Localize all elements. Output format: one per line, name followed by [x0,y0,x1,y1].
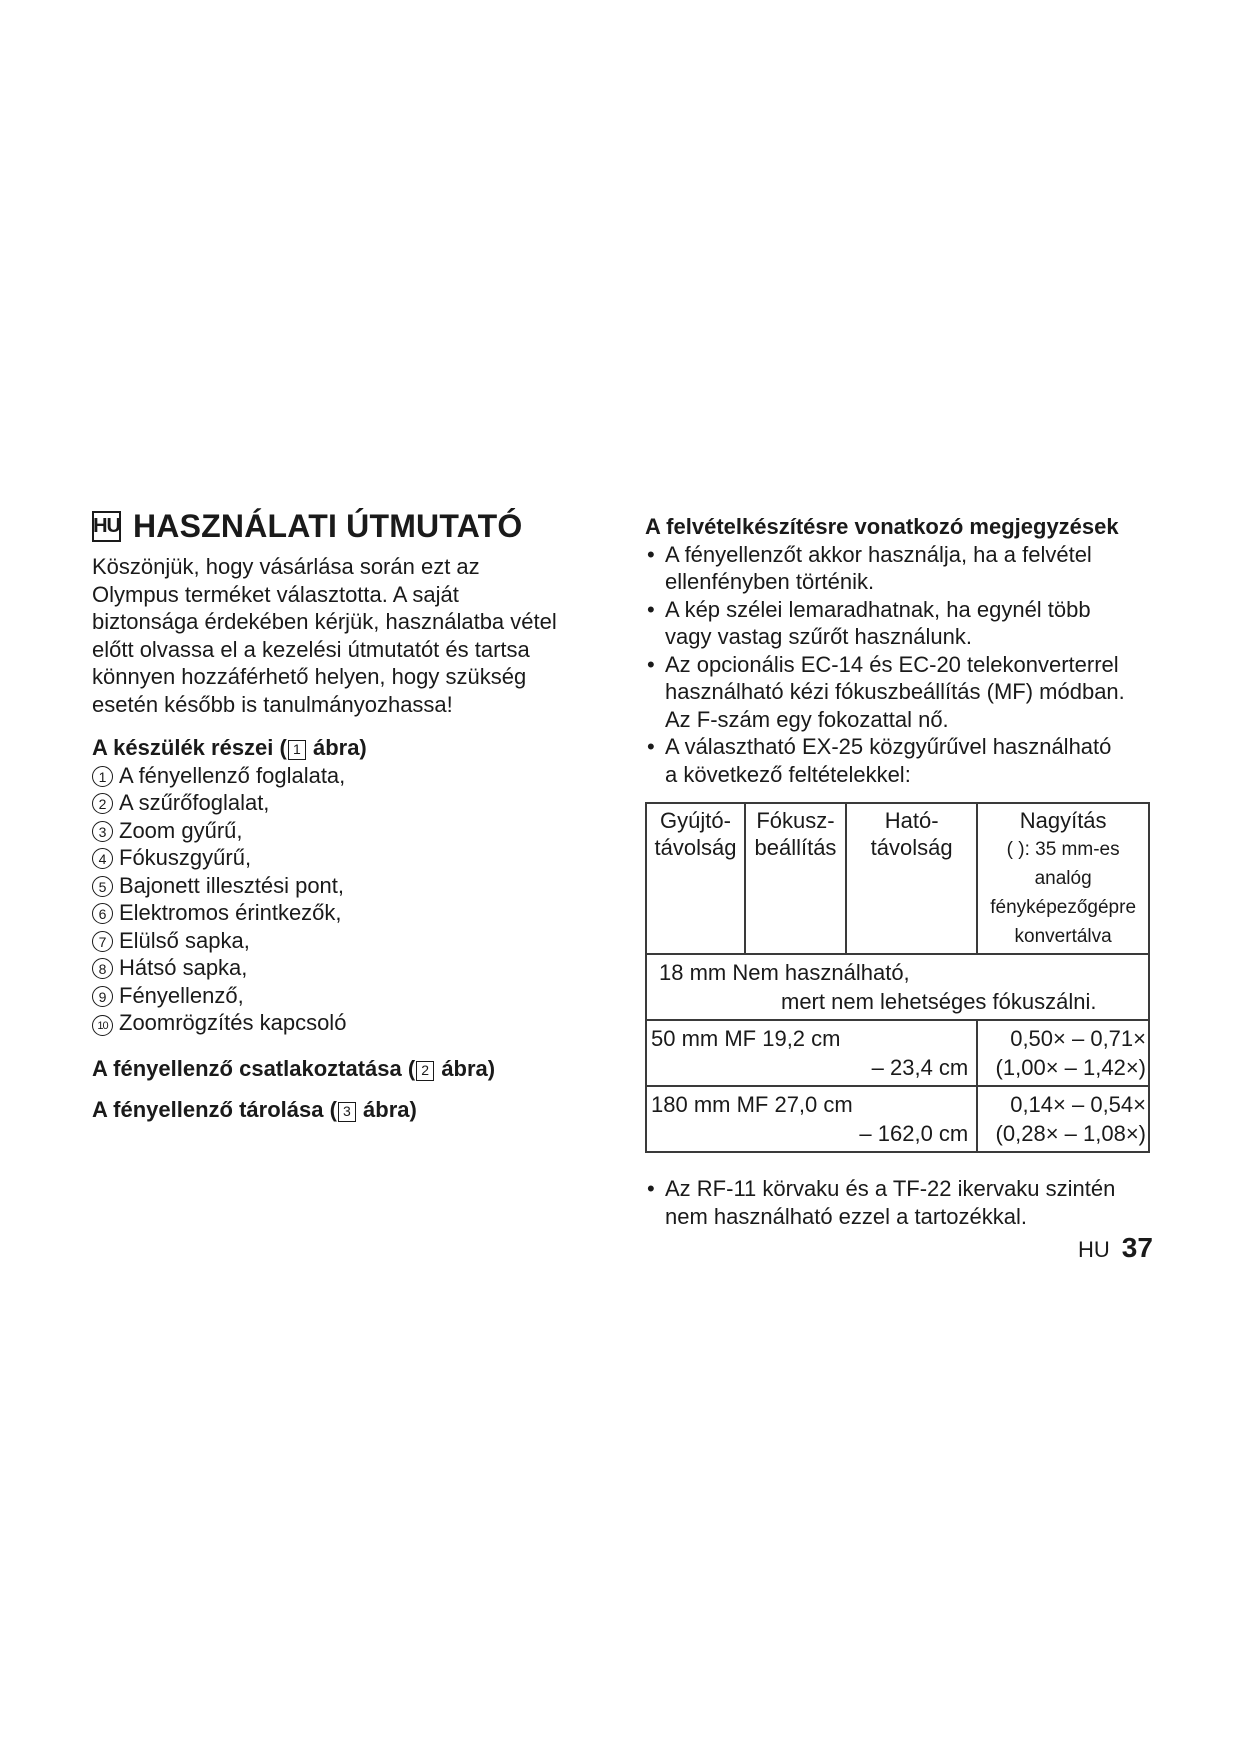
item-label: A fényellenző foglalata, [119,762,346,788]
item-number: 10 [92,1015,113,1036]
header-focal-length [646,803,745,954]
cell-line: 18 mm Nem használható, [659,960,910,985]
right-column [645,513,1155,1230]
cell-line: 180 mm MF 27,0 cm [651,1092,853,1117]
item-label: Elülső sapka, [119,927,250,953]
storage-heading-text: A fényellenző tárolása ( [92,1097,337,1122]
item-number: 1 [92,766,113,787]
intro-line: biztonsága érdekében kérjük, használatba vétel [92,609,557,634]
header-magnification [977,803,1149,954]
header-line: távolság [654,835,737,860]
list-item [92,817,612,845]
figure-ref-box: 1 [288,740,306,760]
cell-line: (1,00× – 1,42×) [995,1055,1146,1080]
note-line: Az F-szám egy fokozattal nő. [665,706,949,732]
header-line: beállítás [754,835,837,860]
cell-line: – 23,4 cm [871,1055,969,1080]
table-cell [646,954,1149,1020]
note-line: használható kézi fókuszbeállítás (MF) módban. [665,679,1125,704]
item-number: 5 [92,876,113,897]
table-row [646,1020,1149,1086]
note-item [645,541,1155,596]
note-item [645,651,1155,734]
intro-line: előtt olvassa el a kezelési útmutatót és tartsa [92,636,530,662]
table-header-row [646,803,1149,954]
item-number: 7 [92,931,113,952]
page-number: 37 [1121,1232,1153,1263]
cell-line: mert nem lehetséges fókuszálni. [781,989,1097,1014]
note-line: A fényellenzőt akkor használja, ha a felvétel [665,541,1092,567]
notes-heading: A felvételkészítésre vonatkozó megjegyzések [645,514,1119,539]
list-item [92,844,612,872]
header-focus-setting [745,803,846,954]
intro-line: esetén később is tanulmányozhassa! [92,691,453,717]
header-line: Ható- [884,808,939,833]
cell-line: 50 mm MF 19,2 cm [651,1026,841,1051]
note-line: A választható EX-25 közgyűrűvel használható [665,734,1112,759]
item-number: 4 [92,848,113,869]
note-item [645,733,1155,788]
footer-language: HU [1078,1237,1110,1262]
parts-heading-text: A készülék részei ( [92,735,287,760]
notes-list [645,541,1155,789]
cell-line: 0,50× – 0,71× [1010,1026,1146,1051]
item-label: Zoom gyűrű, [119,817,243,843]
header-line: távolság [870,835,953,860]
left-column [92,508,612,1124]
note-line: Az opcionális EC-14 és EC-20 telekonverterrel [665,651,1119,677]
table-row [646,1086,1149,1152]
header-line: ( ): 35 mm-es [1006,839,1120,860]
intro-paragraph [92,553,612,718]
language-badge: HU [92,511,121,542]
item-number: 9 [92,986,113,1007]
note-line: A kép szélei lemaradhatnak, ha egynél több [665,596,1091,622]
cell-line: (0,28× – 1,08×) [995,1121,1146,1146]
attach-heading-suffix: ábra) [435,1055,496,1081]
item-label: Fókuszgyűrű, [119,845,252,870]
table-cell [977,1020,1149,1086]
storage-heading-suffix: ábra) [356,1097,417,1122]
table-row [646,954,1149,1020]
item-label: Fényellenző, [119,982,244,1008]
list-item [92,872,612,900]
item-number: 8 [92,958,113,979]
header-range [846,803,977,954]
table-cell [646,1086,977,1152]
list-item [92,1009,612,1037]
item-number: 6 [92,903,113,924]
attach-heading-text: A fényellenző csatlakoztatása ( [92,1055,416,1081]
cell-line: 0,14× – 0,54× [1010,1092,1146,1117]
extension-tube-table [645,802,1150,1153]
note-line: nem használható ezzel a tartozékkal. [665,1203,1027,1229]
item-number: 2 [92,793,113,814]
notes-after-list [645,1175,1155,1230]
item-label: A szűrőfoglalat, [119,790,270,815]
list-item [92,789,612,817]
page-title: HASZNÁLATI ÚTMUTATÓ [133,508,523,544]
table-cell [977,1086,1149,1152]
header-line: Nagyítás [1019,808,1107,833]
title-row [92,508,612,545]
note-item [645,596,1155,651]
table-cell [646,1020,977,1086]
note-line: a következő feltételekkel: [665,761,911,787]
parts-heading [92,734,612,762]
storage-heading [92,1096,612,1124]
intro-line: könnyen hozzáférhető helyen, hogy szükség [92,664,527,689]
item-label: Zoomrögzítés kapcsoló [119,1010,347,1035]
item-label: Bajonett illesztési pont, [119,872,345,898]
list-item [92,762,612,790]
note-line: vagy vastag szűrőt használunk. [665,624,972,649]
header-line: konvertálva [1014,926,1112,947]
parts-heading-suffix: ábra) [306,735,367,760]
figure-ref-box: 2 [416,1061,434,1081]
list-item [92,927,612,955]
list-item [92,982,612,1010]
intro-line: Köszönjük, hogy vásárlása során ezt az [92,554,480,579]
intro-line: Olympus terméket választotta. A saját [92,581,459,607]
figure-ref-box: 3 [338,1102,356,1122]
page-footer [1078,1232,1153,1264]
item-label: Elektromos érintkezők, [119,900,342,925]
item-number: 3 [92,821,113,842]
list-item [92,899,612,927]
attach-heading [92,1055,612,1083]
header-line: fényképezőgépre [990,897,1137,918]
cell-line: – 162,0 cm [859,1121,969,1146]
header-line: Fókusz- [756,808,835,833]
header-line: Gyújtó- [660,808,731,833]
parts-list [92,762,612,1037]
note-line: ellenfényben történik. [665,569,875,594]
header-line: analóg [1034,868,1092,889]
item-label: Hátsó sapka, [119,955,248,980]
note-item [645,1175,1155,1230]
list-item [92,954,612,982]
note-line: Az RF-11 körvaku és a TF-22 ikervaku szintén [665,1176,1116,1201]
